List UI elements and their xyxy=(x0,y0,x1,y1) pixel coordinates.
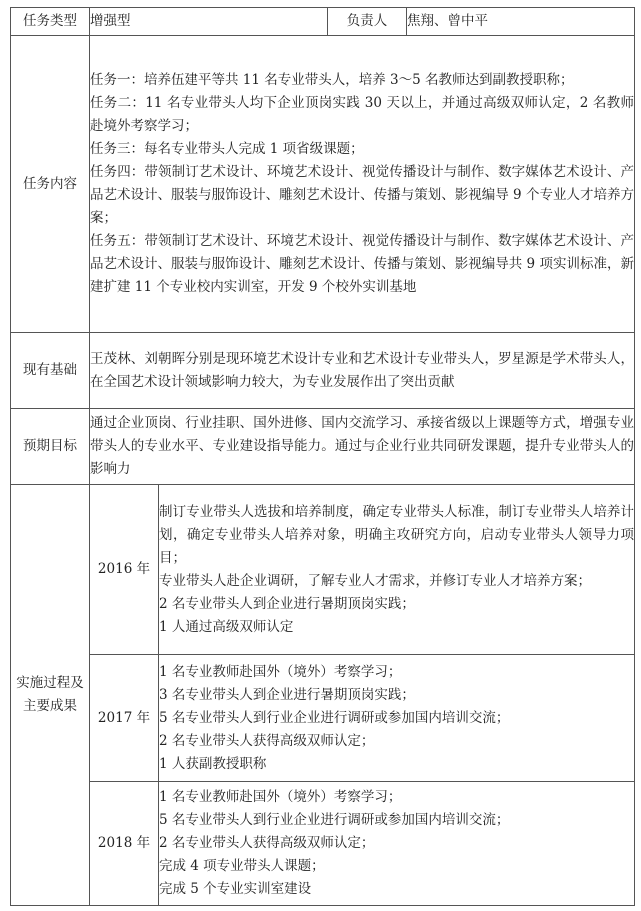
task-item-1: 任务一：培养伍建平等共 11 名专业带头人，培养 3～5 名教师达到副教授职称； xyxy=(90,72,574,88)
task-content-row xyxy=(11,36,635,333)
process-2016-item-1: 制订专业带头人选拔和培养制度，确定专业带头人标准，制订专业带头人培养计划，确定专业带头人培养对象，明确主攻研究方向，启动专业带头人领导力项目； xyxy=(159,503,634,566)
foundation-label: 现有基础 xyxy=(11,333,90,409)
process-row-2018 xyxy=(11,782,635,906)
process-2018-item-3: 2 名专业带头人获得高级双师认定； xyxy=(159,835,375,851)
process-2016-item-2: 专业带头人赴企业调研，了解专业人才需求，并修订专业人才培养方案； xyxy=(159,572,591,589)
process-2017-item-5: 1 人获副教授职称 xyxy=(159,755,267,772)
task-type-value: 增强型 xyxy=(90,8,328,36)
foundation-row xyxy=(11,333,635,409)
task-item-2: 任务二：11 名专业带头人均下企业顶岗实践 30 天以上，并通过高级双师认定，2 名教师赴境外考察学习； xyxy=(90,95,634,134)
process-cell-2018 xyxy=(159,782,635,906)
task-type-row xyxy=(11,8,635,36)
process-cell-2016 xyxy=(159,485,635,655)
process-cell-2017 xyxy=(159,655,635,782)
year-2018: 2018 年 xyxy=(90,782,159,906)
goal-text: 通过企业顶岗、行业挂职、国外进修、国内交流学习、承接省级以上课题等方式，增强专业带头人的专业水平、专业建设指导能力。通过与企业行业共同研发课题，提升专业带头人的影响力 xyxy=(90,415,634,477)
process-label: 实施过程及主要成果 xyxy=(11,485,90,906)
process-2018-item-4: 完成 4 项专业带头人课题； xyxy=(159,858,325,874)
task-type-label: 任务类型 xyxy=(11,8,90,36)
owner-value: 焦翔、曾中平 xyxy=(407,8,635,36)
task-content-cell xyxy=(90,36,635,333)
task-content-label: 任务内容 xyxy=(11,36,90,333)
plan-table xyxy=(10,7,635,906)
foundation-cell xyxy=(90,333,635,409)
process-2017-item-3: 5 名专业带头人到行业企业进行调研或参加国内培训交流； xyxy=(159,709,510,726)
process-2017-item-1: 1 名专业教师赴国外（境外）考察学习； xyxy=(159,663,402,680)
process-2018-item-5: 完成 5 个专业实训室建设 xyxy=(159,881,312,897)
foundation-text: 王茂林、刘朝晖分别是现环境艺术设计专业和艺术设计专业带头人，罗星源是学术带头人，在全国艺术设计领域影响力较大，为专业发展作出了突出贡献 xyxy=(90,350,634,390)
plan-document xyxy=(10,7,634,906)
task-item-5: 任务五：带领制订艺术设计、环境艺术设计、视觉传播设计与制作、数字媒体艺术设计、产品艺术设计、服装与服饰设计、雕刻艺术设计、传播与策划、影视编导共 9 项实训标准，新建扩建 11 个专业校内实训室，开发 9 个校外实训基地 xyxy=(90,233,634,295)
process-row-2016 xyxy=(11,485,635,655)
process-row-2017 xyxy=(11,655,635,782)
year-2017: 2017 年 xyxy=(90,655,159,782)
process-2016-item-3: 2 名专业带头人到企业进行暑期顶岗实践； xyxy=(159,595,415,612)
owner-label: 负责人 xyxy=(328,8,407,36)
process-2017-item-2: 3 名专业带头人到企业进行暑期顶岗实践； xyxy=(159,686,415,703)
year-2016: 2016 年 xyxy=(90,485,159,655)
goal-row xyxy=(11,409,635,485)
goal-cell xyxy=(90,409,635,485)
goal-label: 预期目标 xyxy=(11,409,90,485)
process-2018-item-1: 1 名专业教师赴国外（境外）考察学习； xyxy=(159,789,402,805)
process-2018-item-2: 5 名专业带头人到行业企业进行调研或参加国内培训交流； xyxy=(159,812,510,828)
task-item-4: 任务四：带领制订艺术设计、环境艺术设计、视觉传播设计与制作、数字媒体艺术设计、产品艺术设计、服装与服饰设计、雕刻艺术设计、传播与策划、影视编导 9 个专业人才培养方案； xyxy=(90,164,634,226)
task-item-3: 任务三：每名专业带头人完成 1 项省级课题； xyxy=(90,141,364,157)
process-2016-item-4: 1 人通过高级双师认定 xyxy=(159,618,294,635)
process-2017-item-4: 2 名专业带头人获得高级双师认定； xyxy=(159,732,375,749)
